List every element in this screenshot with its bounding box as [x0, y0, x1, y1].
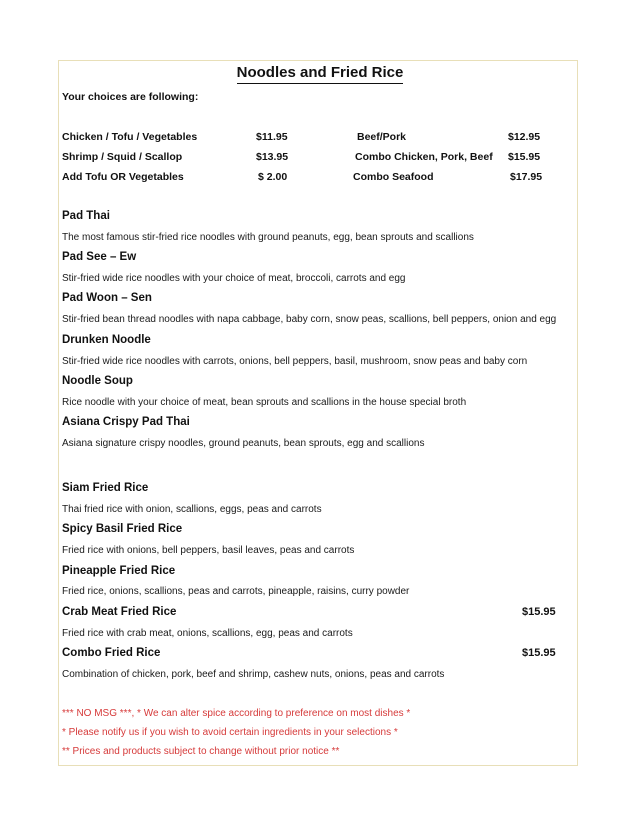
dish-name: Pad Thai: [62, 210, 110, 222]
dish-name: Pad See – Ew: [62, 251, 137, 263]
dish-name: Asiana Crispy Pad Thai: [62, 416, 190, 428]
choice-price: $17.95: [510, 171, 543, 183]
dish-name: Crab Meat Fried Rice: [62, 606, 177, 618]
choice-name: Shrimp / Squid / Scallop: [62, 151, 183, 163]
dish-description: Thai fried rice with onion, scallions, eggs, peas and carrots: [62, 504, 322, 515]
choice-price: $12.95: [508, 131, 541, 143]
dish-name: Pineapple Fried Rice: [62, 565, 176, 577]
note-msg: *** NO MSG ***, * We can alter spice according to preference on most dishes *: [62, 708, 411, 719]
dish-name: Spicy Basil Fried Rice: [62, 523, 183, 535]
dish-description: Stir-fried bean thread noodles with napa cabbage, baby corn, snow peas, scallions, bell peppers, onion and egg: [62, 314, 557, 325]
dish-description: Rice noodle with your choice of meat, bean sprouts and scallions in the house special broth: [62, 397, 467, 408]
dish-name: Drunken Noodle: [62, 334, 151, 346]
choice-price: $11.95: [256, 131, 288, 143]
dish-name: Siam Fried Rice: [62, 482, 149, 494]
choice-name: Combo Chicken, Pork, Beef: [355, 151, 493, 163]
dish-description: Asiana signature crispy noodles, ground peanuts, bean sprouts, egg and scallions: [62, 438, 425, 449]
dish-price: $15.95: [522, 647, 556, 659]
note-ingredients: * Please notify us if you wish to avoid certain ingredients in your selections *: [62, 727, 398, 738]
dish-description: Fried rice with onions, bell peppers, basil leaves, peas and carrots: [62, 545, 355, 556]
dish-name: Pad Woon – Sen: [62, 292, 152, 304]
choices-label: Your choices are following:: [62, 91, 199, 103]
choice-name: Chicken / Tofu / Vegetables: [62, 131, 198, 143]
choice-name: Combo Seafood: [353, 171, 434, 183]
note-prices: ** Prices and products subject to change without prior notice **: [62, 746, 340, 757]
dish-price: $15.95: [522, 606, 556, 618]
dish-description: Stir-fried wide rice noodles with your choice of meat, broccoli, carrots and egg: [62, 273, 406, 284]
choice-price: $15.95: [508, 151, 541, 163]
dish-description: Combination of chicken, pork, beef and shrimp, cashew nuts, onions, peas and carrots: [62, 669, 445, 680]
dish-description: Fried rice, onions, scallions, peas and carrots, pineapple, raisins, curry powder: [62, 586, 410, 597]
choice-price: $ 2.00: [258, 171, 288, 183]
choice-price: $13.95: [256, 151, 289, 163]
choice-name: Beef/Pork: [357, 131, 407, 143]
dish-name: Noodle Soup: [62, 375, 133, 387]
dish-description: The most famous stir-fried rice noodles with ground peanuts, egg, bean sprouts and scallions: [62, 232, 474, 243]
choice-name: Add Tofu OR Vegetables: [62, 171, 184, 183]
dish-description: Stir-fried wide rice noodles with carrots, onions, bell peppers, basil, mushroom, snow peas and baby corn: [62, 356, 528, 367]
dish-description: Fried rice with crab meat, onions, scallions, egg, peas and carrots: [62, 628, 353, 639]
dish-name: Combo Fried Rice: [62, 647, 161, 659]
menu-frame: [58, 60, 578, 766]
page-title: Noodles and Fried Rice: [0, 64, 640, 81]
